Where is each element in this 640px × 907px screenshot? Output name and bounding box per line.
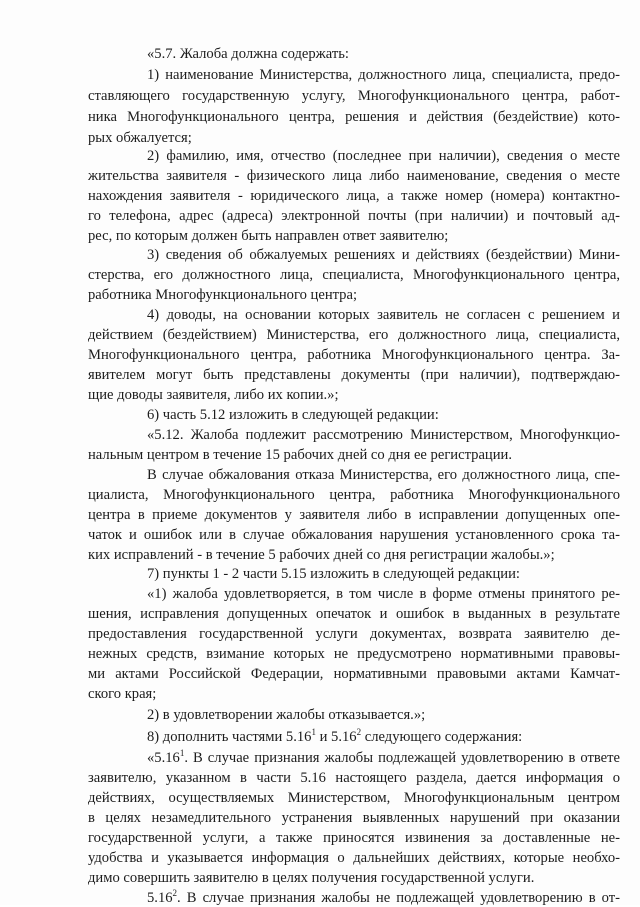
text-line: 4) доводы, на основании которых заявитель не согласен с решением и — [147, 307, 620, 323]
text-line: действиях, осуществляемых Министерством, Многофункциональным центром — [88, 790, 620, 806]
text-line: явителем могут быть представлены документы (при наличии), подтверждаю- — [88, 367, 620, 383]
text-line: шения, исправления допущенных опечаток и ошибок в выданных в результате — [88, 606, 620, 622]
text-line: нахождения заявителя - юридического лица, а также номер (номера) контактно- — [88, 188, 620, 204]
text-line: «1) жалоба удовлетворяется, в том числе в форме отмены принятого ре- — [147, 586, 620, 602]
text-line: ми актами Российской Федерации, нормативными правовыми актами Камчат- — [88, 666, 620, 682]
text-line: 6) часть 5.12 изложить в следующей редакции: — [147, 407, 439, 423]
text-line: Многофункционального центра, работника Многофункционального центра. За- — [88, 347, 620, 363]
text-line: го телефона, адрес (адреса) электронной почты (при наличии) и почтовый ад- — [88, 208, 620, 224]
text-line: 2) в удовлетворении жалобы отказывается.»; — [147, 707, 426, 723]
text-line: заявителю, указанном в части 5.16 настоящего раздела, дается информация о — [88, 770, 620, 786]
text-line: жительства заявителя - физического лица либо наименование, сведения о месте — [88, 168, 620, 184]
text-line: удобства и указывается информация о дальнейших действиях, которые необхо- — [88, 850, 620, 866]
text-line: 1) наименование Министерства, должностного лица, специалиста, предо- — [147, 67, 620, 83]
text-line: стерства, его должностного лица, специалиста, Многофункционального центра, — [88, 267, 620, 283]
text-line: нежных средств, взимание которых не предусмотрено нормативными правовы- — [88, 646, 620, 662]
text-line: щие доводы заявителя, либо их копии.»; — [88, 387, 339, 403]
text-line: 8) дополнить частями 5.16$^1$ и 5.16$^2$ следующего содержания: — [147, 727, 523, 745]
text-line: в целях незамедлительного устранения выявленных нарушений при оказании — [88, 810, 620, 826]
text-line: димо совершить заявителю в целях получения государственной услуги. — [88, 870, 535, 886]
text-line: 5.16$^2$. В случае признания жалобы не подлежащей удовлетворению в от- — [147, 888, 620, 906]
text-line: «5.7. Жалоба должна содержать: — [147, 46, 349, 62]
text-line: «5.12. Жалоба подлежит рассмотрению Министерством, Многофункцио- — [147, 427, 620, 443]
text-line: ника Многофункционального центра, решения и действия (бездействие) кото- — [88, 109, 620, 125]
text-line: рес, по которым должен быть направлен ответ заявителю; — [88, 228, 449, 244]
text-line: государственной услуги, а также приносятся извинения за доставленные не- — [88, 830, 620, 846]
text-line: нальным центром в течение 15 рабочих дней со дня ее регистрации. — [88, 447, 513, 463]
text-line: 7) пункты 1 - 2 части 5.15 изложить в следующей редакции: — [147, 566, 520, 582]
text-line: работника Многофункционального центра; — [88, 287, 358, 303]
text-line: ского края; — [88, 686, 157, 702]
text-line: чаток и ошибок или в случае обжалования нарушения установленного срока та- — [88, 527, 620, 543]
text-line: 3) сведения об обжалуемых решениях и действиях (бездействии) Мини- — [147, 247, 620, 263]
text-line: рых обжалуется; — [88, 130, 192, 146]
text-line: «5.16$^1$. В случае признания жалобы подлежащей удовлетворению в ответе — [147, 748, 620, 766]
text-line: 2) фамилию, имя, отчество (последнее при наличии), сведения о месте — [147, 148, 620, 164]
text-line: циалиста, Многофункционального центра, работника Многофункционального — [88, 487, 620, 503]
text-line: В случае обжалования отказа Министерства, его должностного лица, спе- — [147, 467, 620, 483]
text-line: предоставления государственной услуги документах, возврата заявителю де- — [88, 626, 620, 642]
text-line: действием (бездействием) Министерства, его должностного лица, специалиста, — [88, 327, 620, 343]
text-line: центра в приеме документов у заявителя либо в исправлении допущенных опе- — [88, 507, 620, 523]
text-line: ставляющего государственную услугу, Многофункционального центра, работ- — [88, 88, 620, 104]
text-line: ких исправлений - в течение 5 рабочих дней со дня регистрации жалобы.»; — [88, 547, 555, 563]
